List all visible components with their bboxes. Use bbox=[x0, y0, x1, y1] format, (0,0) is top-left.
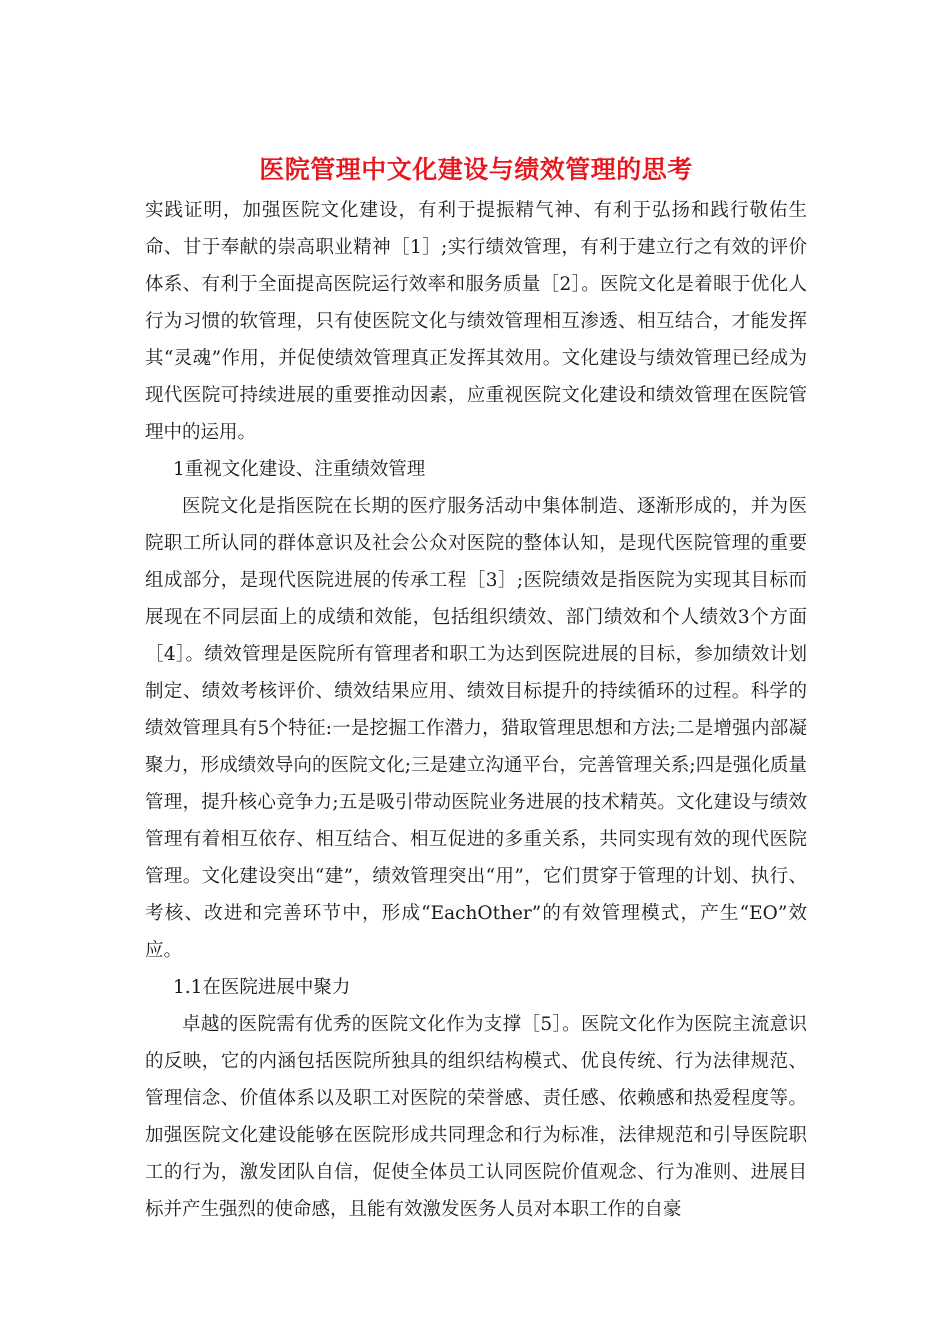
paragraph-section-1-1: 卓越的医院需有优秀的医院文化作为支撑［5］。医院文化作为医院主流意识的反映，它的内涵包括医院所独具的组织结构模式、优良传统、行为法律规范、管理信念、价值体系以及职工对医院的荣誉感、责任感、依赖感和热爱程度等。加强医院文化建设能够在医院形成共同理念和行为标准，法律规范和引导医院职工的行为，激发团队自信，促使全体员工认同医院价值观念、行为准则、进展目标并产生强烈的使命感，且能有效激发医务人员对本职工作的自豪 bbox=[145, 1014, 807, 1220]
paragraph-section-1: 医院文化是指医院在长期的医疗服务活动中集体制造、逐渐形成的，并为医院职工所认同的群体意识及社会公众对医院的整体认知，是现代医院管理的重要组成部分，是现代医院进展的传承工程［3］;医院绩效是指医院为实现其目标而展现在不同层面上的成绩和效能，包括组织绩效、部门绩效和个人绩效3个方面［4］。绩效管理是医院所有管理者和职工为达到医院进展的目标，参加绩效计划制定、绩效考核评价、绩效结果应用、绩效目标提升的持续循环的过程。科学的绩效管理具有5个特征:一是挖掘工作潜力，猎取管理思想和方法;二是增强内部凝聚力，形成绩效导向的医院文化;三是建立沟通平台，完善管理关系;四是强化质量管理，提升核心竞争力;五是吸引带动医院业务进展的技术精英。文化建设与绩效管理有着相互依存、相互结合、相互促进的多重关系，共同实现有效的现代医院管理。文化建设突出“建”，绩效管理突出“用”，它们贯穿于管理的计划、执行、考核、改进和完善环节中，形成“EachOther”的有效管理模式，产生“EO”效应。 bbox=[145, 496, 807, 961]
paragraph-intro: 实践证明，加强医院文化建设，有利于提振精气神、有利于弘扬和践行敬佑生命、甘于奉献的崇高职业精神［1］;实行绩效管理，有利于建立行之有效的评价体系、有利于全面提高医院运行效率和服务质量［2］。医院文化是着眼于优化人行为习惯的软管理，只有使医院文化与绩效管理相互渗透、相互结合，才能发挥其“灵魂”作用，并促使绩效管理真正发挥其效用。文化建设与绩效管理已经成为现代医院可持续进展的重要推动因素，应重视医院文化建设和绩效管理在医院管理中的运用。 bbox=[145, 200, 807, 443]
document-title: 医院管理中文化建设与绩效管理的思考 bbox=[259, 155, 693, 184]
section-heading-1-1: 1.1在医院进展中聚力 bbox=[173, 977, 351, 998]
section-heading-1: 1重视文化建设、注重绩效管理 bbox=[173, 459, 426, 480]
document-body bbox=[145, 150, 807, 1228]
